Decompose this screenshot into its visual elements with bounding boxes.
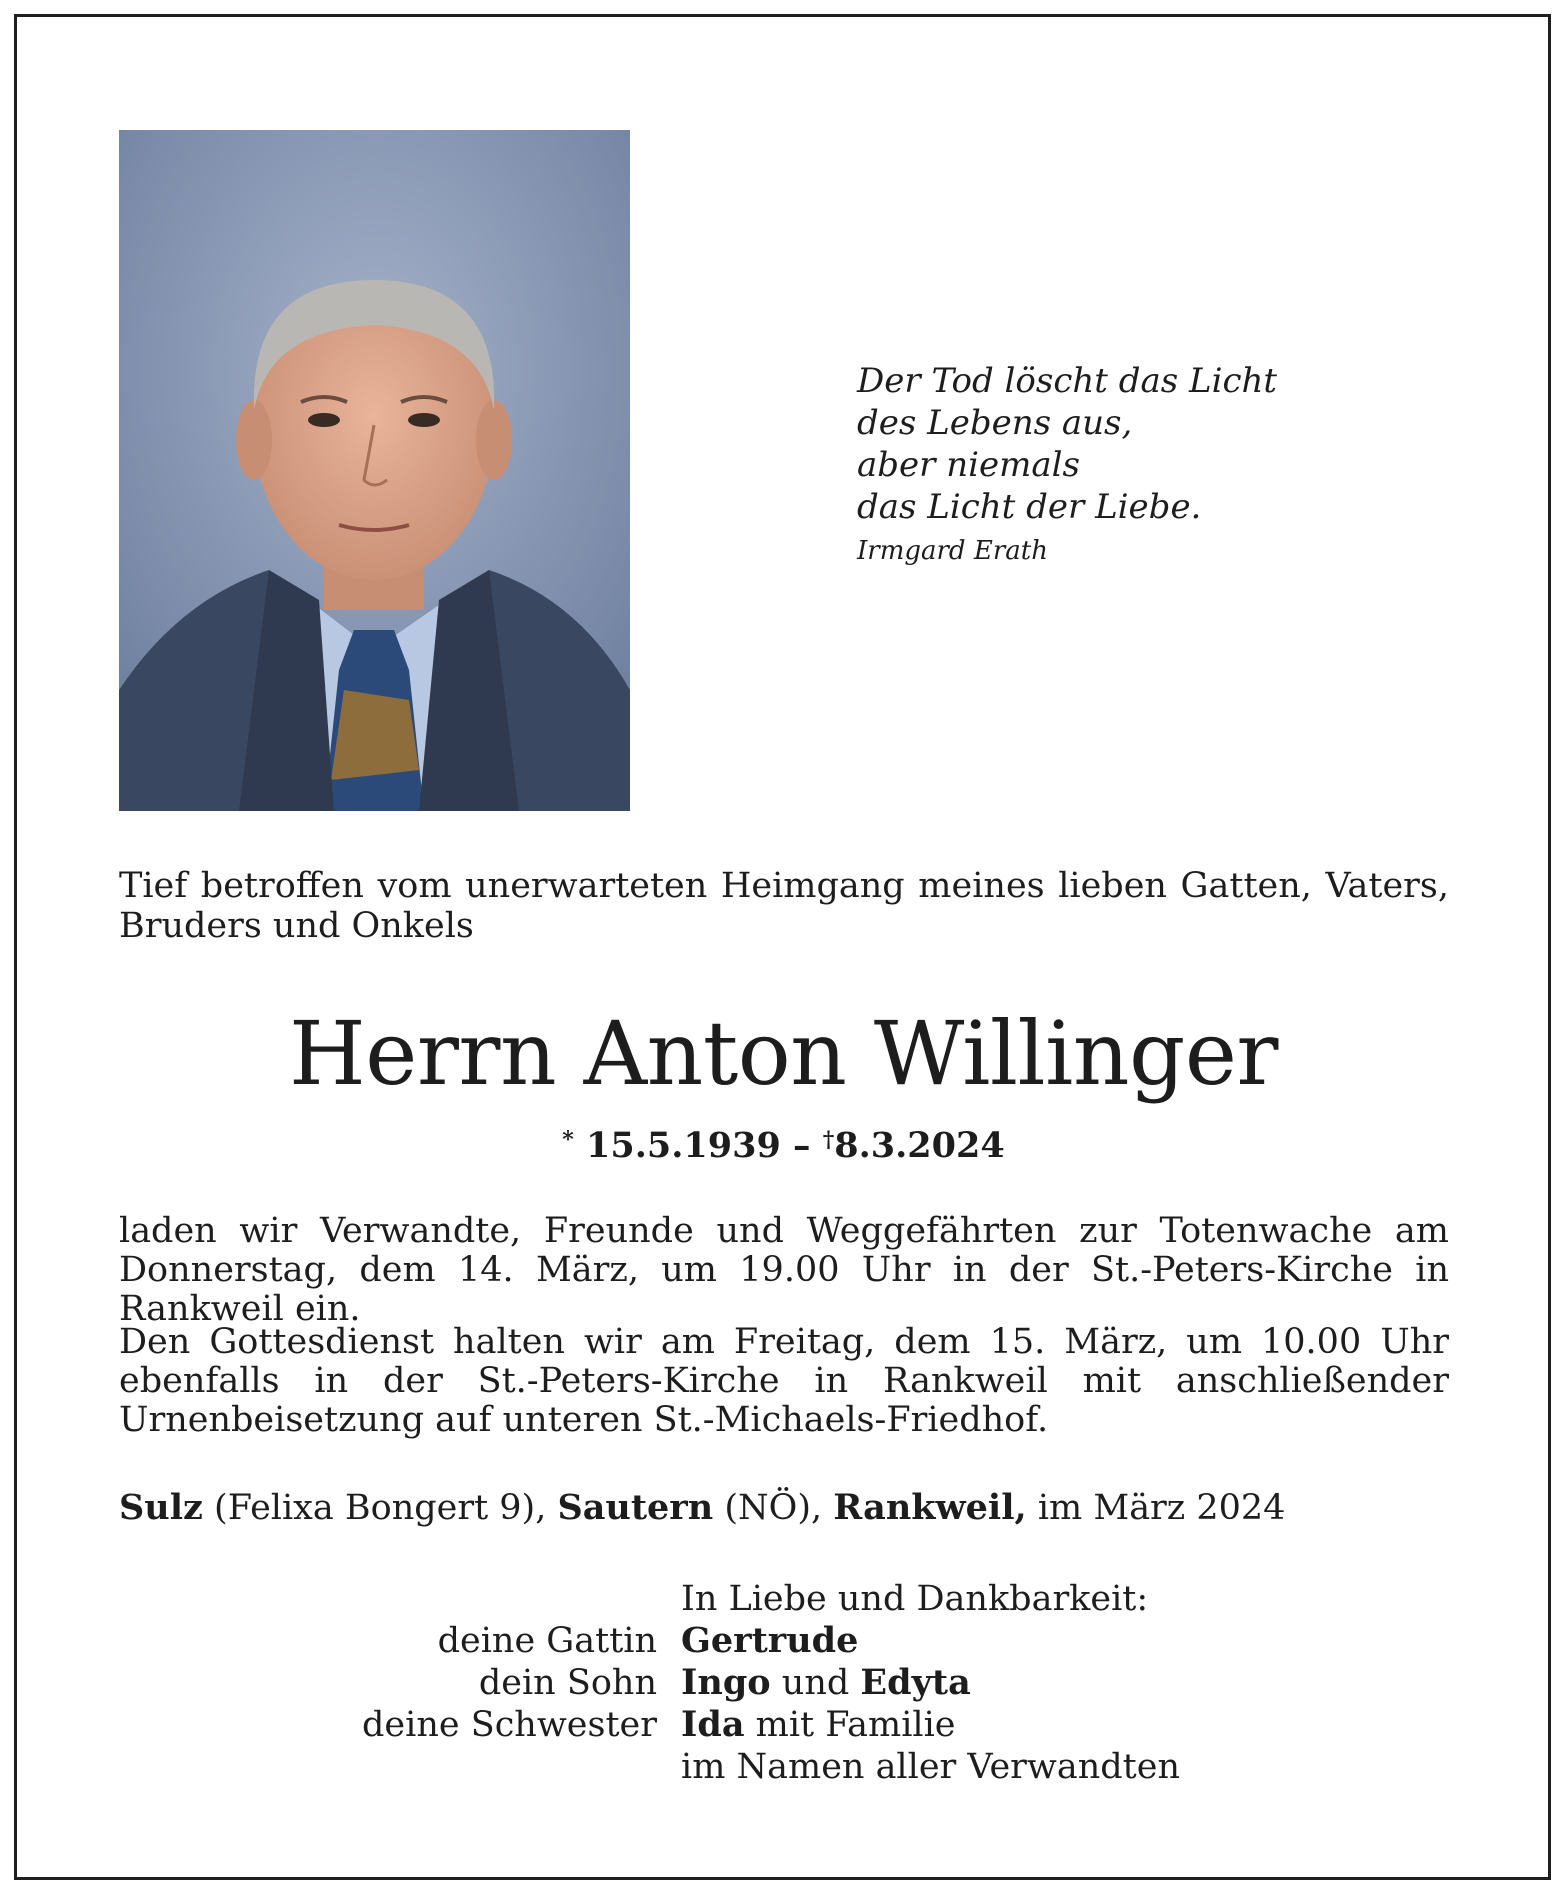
signature-suffix: mit Familie	[755, 1705, 956, 1745]
signature-role: deine Schwester	[362, 1705, 657, 1745]
signature-connector: und	[781, 1663, 850, 1703]
portrait-photo	[119, 130, 630, 811]
birth-symbol: *	[562, 1127, 574, 1153]
signature-name-2: Edyta	[860, 1662, 971, 1703]
signature-closing: im Namen aller Verwandten	[681, 1747, 1180, 1787]
quote-line: des Lebens aus,	[857, 403, 1133, 443]
quote-author: Irmgard Erath	[857, 536, 1048, 566]
signature-name: Ida	[681, 1704, 745, 1745]
signature-name: Ingo	[681, 1662, 771, 1703]
intro-text: Tief betroffen vom unerwarteten Heimgang meines lieben Gatten, Vaters, Bruders und Onkels	[119, 866, 1449, 946]
signature-role: deine Gattin	[437, 1621, 657, 1661]
birth-date: 15.5.1939	[585, 1125, 781, 1166]
service-paragraph: Den Gottesdienst halten wir am Freitag, dem 15. März, um 10.00 Uhr ebenfalls in der St.-Peters-Kirche in Rankweil mit anschließender Urnenbeisetzung auf unteren St.-Michaels-Friedhof.	[119, 1322, 1449, 1440]
death-symbol: †	[822, 1127, 835, 1153]
quote-line: aber niemals	[857, 445, 1080, 485]
wake-paragraph: laden wir Verwandte, Freunde und Weggefährten zur Totenwache am Donnerstag, dem 14. März, um 19.00 Uhr in der St.-Peters-Kirche in Rankweil ein.	[119, 1211, 1449, 1329]
address-sulz: (Felixa Bongert 9),	[214, 1488, 547, 1528]
town-rankweil: Rankweil,	[833, 1487, 1027, 1528]
town-sulz: Sulz	[119, 1487, 203, 1528]
address-sautern: (NÖ),	[724, 1488, 823, 1528]
death-date: 8.3.2024	[834, 1125, 1005, 1166]
quote-line: Der Tod löscht das Licht	[857, 361, 1278, 401]
life-dates	[0, 1118, 1567, 1168]
deceased-name: Herrn Anton Willinger	[289, 1002, 1278, 1105]
signature-heading: In Liebe und Dankbarkeit:	[681, 1579, 1149, 1619]
signature-name: Gertrude	[681, 1620, 859, 1661]
signature-role: dein Sohn	[478, 1663, 657, 1703]
place-date: im März 2024	[1037, 1488, 1286, 1528]
quote-line: das Licht der Liebe.	[857, 487, 1202, 527]
signature-names	[681, 1662, 971, 1704]
signature-names	[681, 1704, 956, 1746]
place-and-date	[119, 1488, 1449, 1528]
town-sautern: Sautern	[557, 1487, 714, 1528]
date-separator: –	[793, 1125, 811, 1166]
memorial-quote	[857, 360, 1417, 568]
signature-names	[681, 1620, 858, 1662]
